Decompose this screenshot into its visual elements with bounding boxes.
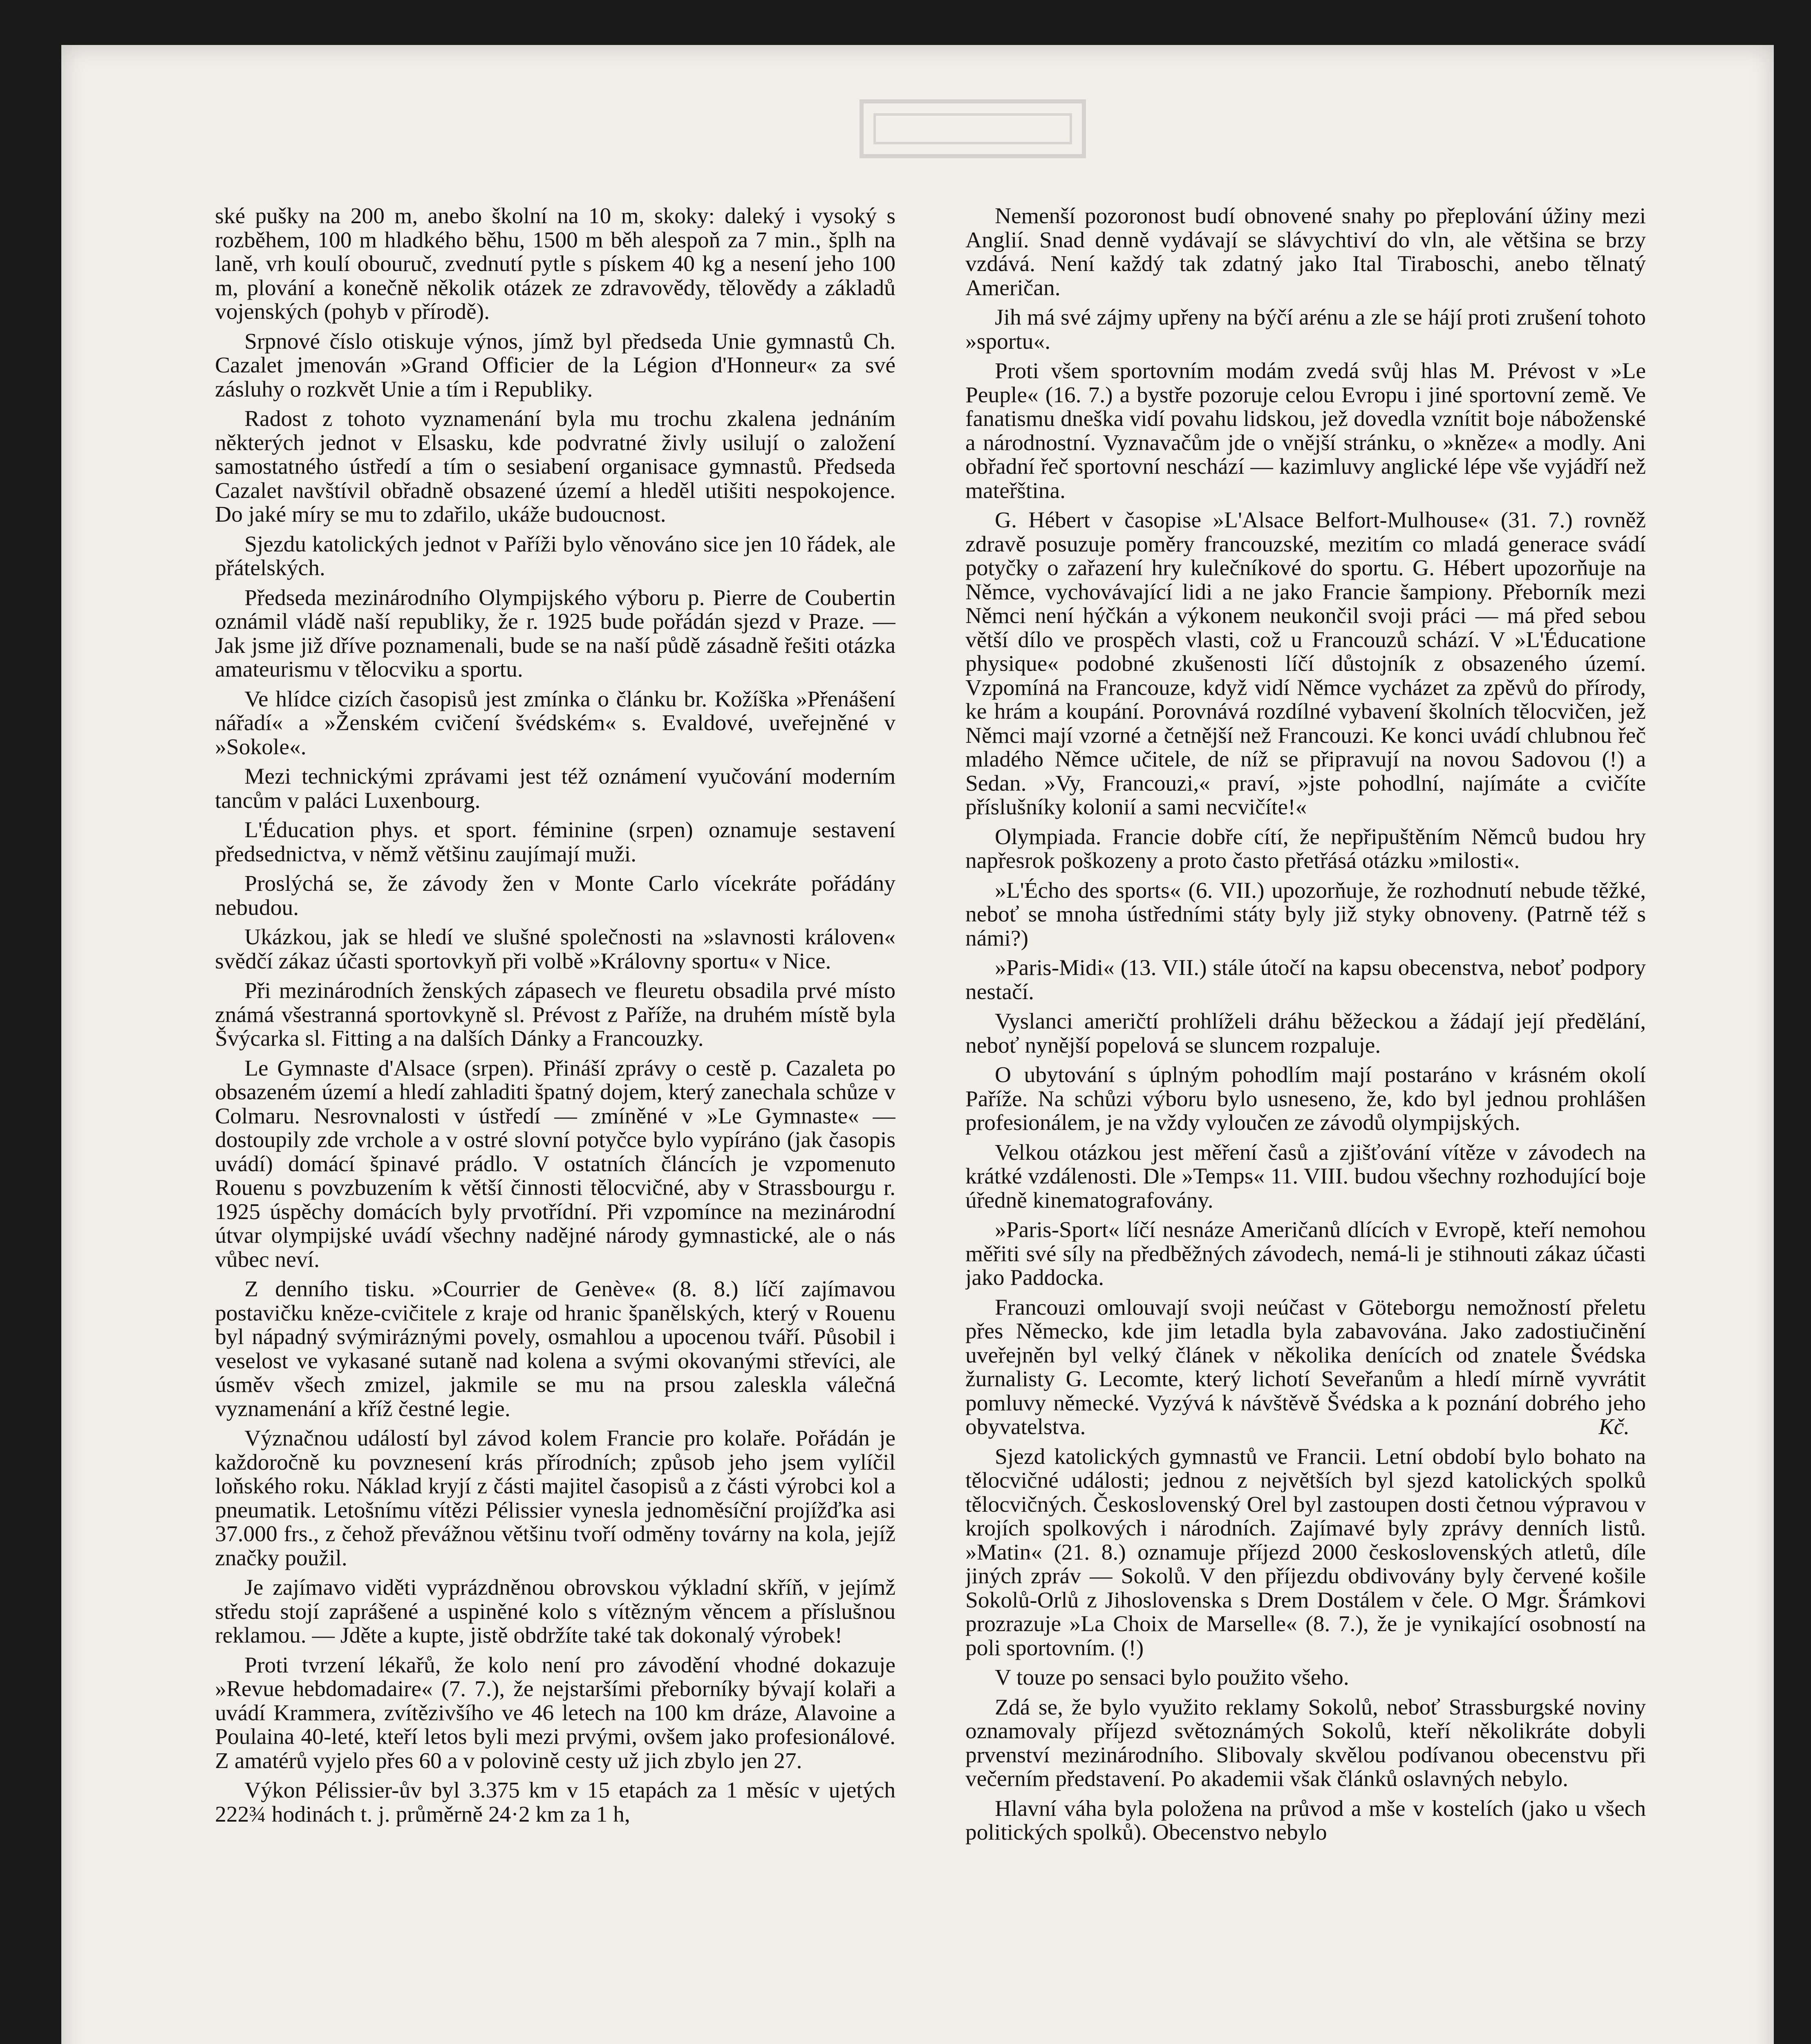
paragraph: Ve hlídce cizích časopisů jest zmínka o článku br. Kožíška »Přenášení nářadí« a »Ženském cvičení švédském« s. Evaldové, uveřejněné v »Sokole«. [215,686,895,760]
paragraph: »Paris-Midi« (13. VII.) stále útočí na kapsu obecenstva, neboť podpory nestačí. [965,955,1646,1004]
paragraph: V touze po sensaci bylo použito všeho. [995,1665,1349,1690]
paragraph: ské pušky na 200 m, anebo školní na 10 m, skoky: daleký i vysoký s rozběhem, 100 m hladkého běhu, 1500 m běh alespoň za 7 min., šplh na laně, vrh koulí obouruč, zvednutí pytle s pískem 40 kg a nesení jeho 100 m, plování a konečně několik otázek ze zdravovědy, tělovědy a základů vojenských (pohyb v přírodě). [215,204,895,324]
paragraph: G. Hébert v časopise »L'Alsace Belfort-Mulhouse« (31. 7.) rovněž zdravě posuzuje poměry francouzské, mezitím co mladá generace svádí potyčky o zařazení hry kulečníkové do sportu. G. Hébert upozorňuje na Němce, vychovávající lidi a ne jako Francie šampiony. Přeborník mezi Němci není hýčkán a výkonem neukončil svoji práci — má před sebou větší dílo ve prospěch vlasti, což u Francouzů schází. V »L'Éducatione physique« podobné zkušenosti líčí důstojník z obsazeného území. Vzpomíná na Francouze, když vidí Němce vycházet za zpěvů do přírody, ke hrám a koupání. Porovnává rozdílné vybavení školních tělocvičen, jež Němci mají vzorné a četnější než Francouzi. Ke konci uvádí chlubnou řeč mladého Němce učitele, de níž se připravují na novou Sadovou (!) a Sedan. »Vy, Francouzi,« praví, »jste pohodlní, najímáte a cvičíte příslušníky kolonií a sami necvičíte!« [965,508,1646,820]
paragraph: Vyslanci američtí prohlíželi dráhu běžeckou a žádají její předělání, neboť nynější popelová se sluncem rozpaluje. [965,1009,1646,1058]
paragraph: Proti všem sportovním modám zvedá svůj hlas M. Prévost v »Le Peuple« (16. 7.) a bystře pozoruje celou Evropu i jiné sportovní země. Ve fanatismu dneška vidí povahu lidskou, jež dovedla vznítit boje náboženské a národnostní. Vyznavačům jde o vnější stránku, o »kněze« a modly. Ani obřadní řeč sportovní neschází — kazimluvy anglické lépe vše vyjádří než mateřština. [965,359,1646,503]
paragraph: »L'Écho des sports« (6. VII.) upozorňuje, že rozhodnutí nebude těžké, neboť se mnoha ústředními státy byly již styky obnoveny. (Patrně též s námi?) [965,878,1646,951]
paragraph: Proslýchá se, že závody žen v Monte Carlo vícekráte pořádány nebudou. [215,871,895,920]
paragraph: Nemenší pozoronost budí obnovené snahy po přeplování úžiny mezi Anglií. Snad denně vydávají se slávychtiví do vln, ale většina se brzy vzdává. Není každý tak zdatný jako Ital Tiraboschi, anebo tělnatý Američan. [965,204,1646,300]
paragraph: »Paris-Sport« líčí nesnáze Američanů dlících v Evropě, kteří nemohou měřiti své síly na předběžných závodech, nemá-li je stihnouti zákaz účasti jako Paddocka. [965,1217,1646,1290]
paragraph: Sjezdu katolických jednot v Paříži bylo věnováno sice jen 10 řádek, ale přátelských. [215,531,895,580]
paragraph: O ubytování s úplným pohodlím mají postaráno v krásném okolí Paříže. Na schůzi výboru bylo usneseno, že, kdo byl jednou prohlášen profesionálem, je na vždy vyloučen ze závodů olympijských. [965,1062,1646,1135]
left-column [215,204,895,2044]
paragraph: Význačnou událostí byl závod kolem Francie pro kolaře. Pořádán je každoročně ku povznesení krás přírodních; způsob jeho jsem vylíčil loňského roku. Náklad kryjí z části majitel časopisů a z části výrobci kol a pneumatik. Letošnímu vítězi Pélissier vynesla jednoměsíční projížďka asi 37.000 frs., z čehož převážnou většinu tvoří odměny továrny na kola, jejíž značky použil. [215,1426,895,1571]
paragraph: Mezi technickými zprávami jest též oznámení vyučování moderním tancům v paláci Luxenbourg. [215,764,895,813]
paragraph: Jih má své zájmy upřeny na býčí arénu a zle se hájí proti zrušení tohoto »sportu«. [965,305,1646,354]
paragraph: Radost z tohoto vyznamenání byla mu trochu zkalena jednáním některých jednot v Elsasku, kde podvratné živly usilují o založení samostatného ústředí a tím o sesiabení organisace gymnastů. Předseda Cazalet navštívil obřadně obsazené území a hleděl utišiti nespokojence. Do jaké míry se mu to zdařilo, ukáže budoucnost. [215,406,895,527]
paragraph: Le Gymnaste d'Alsace (srpen). Přináší zprávy o cestě p. Cazaleta po obsazeném území a hledí zahladiti špatný dojem, který zanechala schůze v Colmaru. Nesrovnalosti v ústředí — zmíněné v »Le Gymnaste« — dostoupily zde vrchole a v ostré slovní potyčce bylo vypíráno (jak časopis uvádí) domácí špinavé prádlo. V ostatních článcích je vzpomenuto Rouenu s povzbuzením k větší činnosti tělocvičné, aby v Strassbourgu r. 1925 úspěchy domácích byly prvotřídní. Při vzpomínce na mezinárodní útvar olympijské uvádí všechny nadějné národy gymnastické, ale o nás vůbec neví. [215,1056,895,1272]
paragraph: Olympiada. Francie dobře cítí, že nepřipuštěním Němců budou hry napřesrok poškozeny a proto často přetřásá otázku »milosti«. [965,824,1646,873]
paragraph-text: Francouzi omlouvají svoji neúčast v Göteborgu nemožností přeletu přes Německo, kde jim letadla byla zabavována. Jako zadostiučinění uveřejněn byl velký článek v několika denících od znatele Švédska žurnalisty G. Lecomte, který lichotí Seveřanům a hledí mírně vyvrátit pomluvy německé. Vyzývá k návštěvě Švédska a k poznání dobrého jeho obyvatelstva. [965,1295,1646,1439]
paragraph: Velkou otázkou jest měření časů a zjišťování vítěze v závodech na krátké vzdálenosti. Dle »Temps« 11. VIII. budou všechny rozhodující boje úředně kinematografovány. [965,1140,1646,1213]
paragraph: Srpnové číslo otiskuje výnos, jímž byl předseda Unie gymnastů Ch. Cazalet jmenován »Grand Officier de la Légion d'Honneur« za své zásluhy o rozkvět Unie a tím i Republiky. [215,329,895,402]
author-signature: Kč. [1598,1414,1630,1439]
library-stamp-mark [858,98,1087,159]
paragraph: Předseda mezinárodního Olympijského výboru p. Pierre de Coubertin oznámil vládě naší republiky, že r. 1925 bude pořádán sjezd v Praze. — Jak jsme již dříve poznamenali, bude se na naší půdě zásadně řešiti otázka amateurismu v tělocviku a sportu. [215,585,895,682]
document-page [61,45,1774,2044]
paragraph: Ukázkou, jak se hledí ve slušné společnosti na »slavnosti královen« svědčí zákaz účasti sportovkyň při volbě »Královny sportu« v Nice. [215,925,895,974]
paragraph [965,1296,1646,1439]
right-column [965,204,1646,2044]
paragraph: Při mezinárodních ženských zápasech ve fleuretu obsadila prvé místo známá všestranná sportovkyně sl. Prévost z Paříže, na druhém místě byla Švýcarka sl. Fitting a na dalších Dánky a Francouzky. [215,978,895,1051]
paragraph: Sjezd katolických gymnastů ve Francii. Letní období bylo bohato na tělocvičné události; jednou z největších byl sjezd katolických spolků tělocvičných. Československý Orel byl zastoupen dosti četnou výpravou v krojích spolkových i národních. Zajímavé byly zprávy denních listů. »Matin« (21. 8.) oznamuje příjezd 2000 československých atletů, díle jiných zpráv — Sokolů. V den příjezdu obdivovány byly červené košile Sokolů-Orlů z Jihoslovenska s Drem Dostálem v čele. O Mgr. Šrámkovi prozrazuje »La Choix de Marselle« (8. 7.), že je vynikající osobností na poli sportovním. (!) [965,1444,1646,1661]
paragraph: Zdá se, že bylo využito reklamy Sokolů, neboť Strassburgské noviny oznamovaly příjezd světoznámých Sokolů, kteří několikráte dobyli prvenství mezinárodního. Slibovaly skvělou podívanou obecenstvu při večerním představení. Po akademii však článků oslavných nebylo. [965,1694,1646,1791]
paragraph: L'Éducation phys. et sport. féminine (srpen) oznamuje sestavení předsednictva, v němž většinu zaujímají muži. [215,818,895,867]
paragraph: Proti tvrzení lékařů, že kolo není pro závodění vhodné dokazuje »Revue hebdomadaire« (7. 7.), že nejstaršími přeborníky bývají kolaři a uvádí Krammera, zvítězivšího ve 46 letech na 100 km dráze, Alavoine a Poulaina 40-leté, kteří letos byli mezi prvými, ovšem jako profesionálové. Z amatérů vyjelo přes 60 a v polovině cesty už jich zbylo jen 27. [215,1652,895,1773]
paragraph: Je zajímavo viděti vyprázdněnou obrovskou výkladní skříň, v jejímž středu stojí zaprášené a uspiněné kolo s vítězným věncem a příslušnou reklamou. — Jděte a kupte, jistě obdržíte také tak dokonalý výrobek! [215,1575,895,1648]
paragraph: Z denního tisku. »Courrier de Genève« (8. 8.) líčí zajímavou postavičku kněze-cvičitele z kraje od hranic španělských, který v Rouenu byl nápadný svýmiráznými povely, osmahlou a upocenou tváří. Působil i veselost ve vykasané sutaně nad kolena a svými okovanými střevíci, ale úsměv všech zmizel, jakmile se mu na prsou zaleskla válečná vyznamenání a kříž čestné legie. [215,1277,895,1421]
paragraph: Hlavní váha byla položena na průvod a mše v kostelích (jako u všech politických spolků). Obecenstvo nebylo [965,1796,1646,1845]
paragraph: Výkon Pélissier-ův byl 3.375 km v 15 etapách za 1 měsíc v ujetých 222¾ hodinách t. j. průměrně 24·2 km za 1 h, [215,1778,895,1827]
